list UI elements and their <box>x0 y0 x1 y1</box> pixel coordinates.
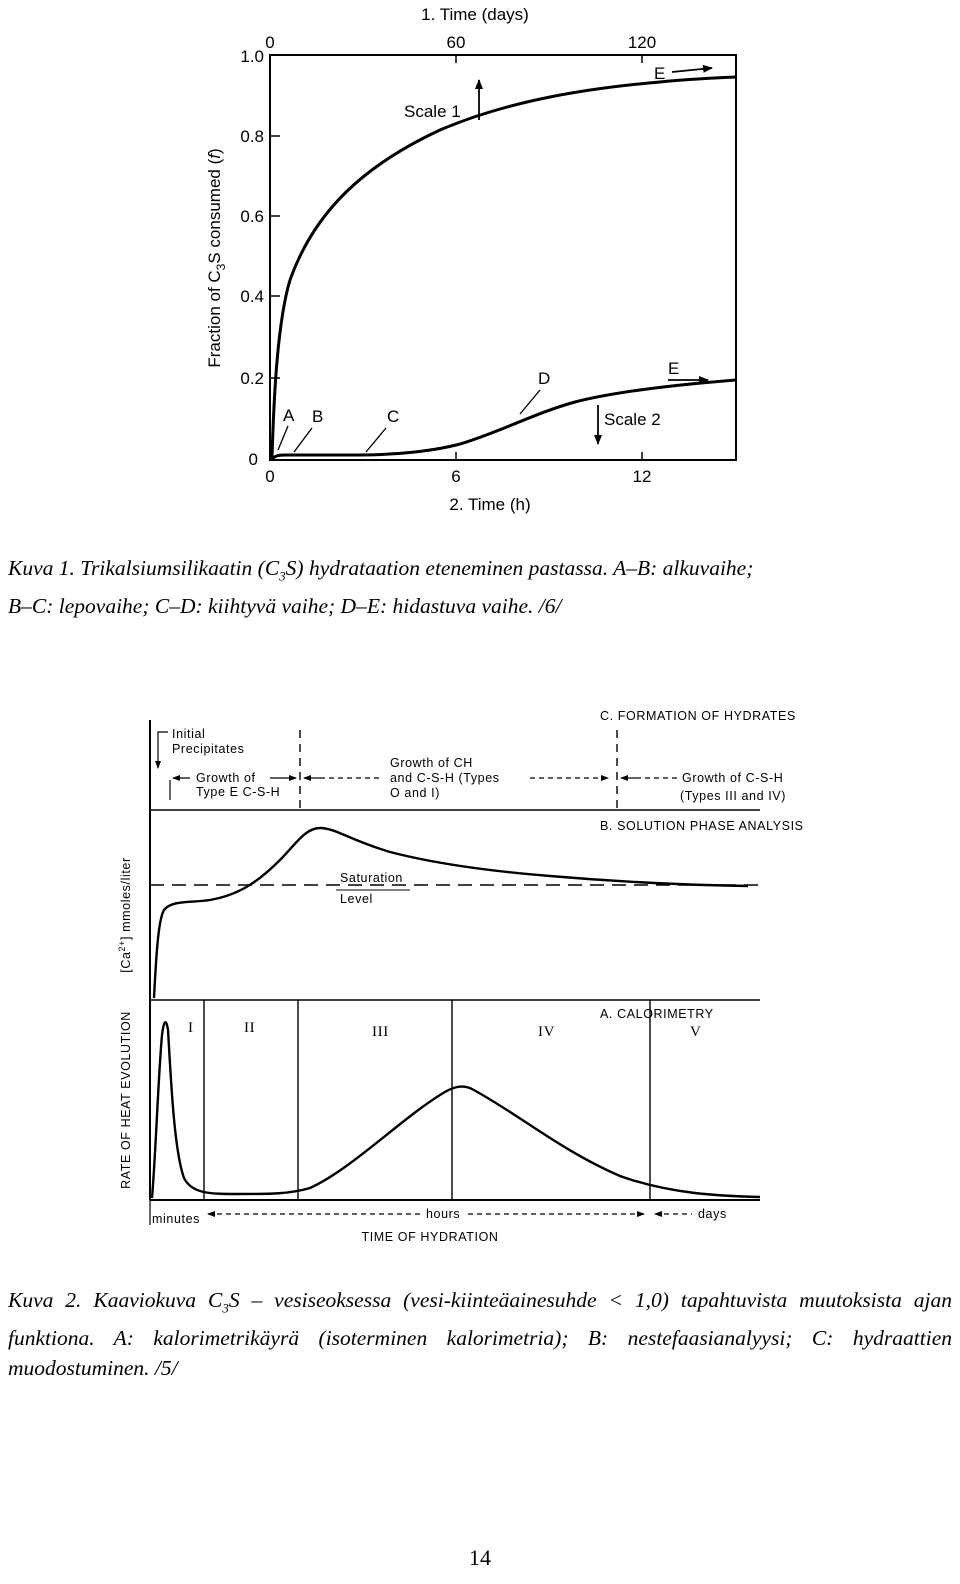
label-d: D <box>538 369 551 388</box>
section-a-label: A. CALORIMETRY <box>600 1007 714 1021</box>
label-e-top: E <box>654 64 666 83</box>
stage-label: II <box>244 1020 256 1036</box>
x-label-hours: hours <box>426 1207 461 1221</box>
plot-frame <box>270 55 736 460</box>
y-label-heat: RATE OF HEAT EVOLUTION <box>119 1011 133 1189</box>
figure-1-hydration-progress <box>190 0 770 530</box>
growth-type-e-label-2: Type E C-S-H <box>196 785 281 799</box>
curve-scale-1 <box>272 77 736 458</box>
initial-precipitates-label-2: Precipitates <box>172 742 245 756</box>
x-axis-title: TIME OF HYDRATION <box>361 1230 499 1244</box>
stage-label: IV <box>538 1024 556 1040</box>
e-top-arrow <box>672 68 712 72</box>
heat-evolution-curve <box>152 1022 760 1198</box>
y-tick-label: 0.4 <box>240 287 264 306</box>
label-c: C <box>387 407 400 426</box>
top-axis-title: 1. Time (days) <box>421 5 529 24</box>
top-tick-label: 120 <box>627 33 657 52</box>
x-label-minutes: minutes <box>152 1212 200 1226</box>
bottom-axis-title: 2. Time (h) <box>449 495 531 514</box>
growth-type-e-label: Growth of <box>196 771 256 785</box>
top-axis-ticks <box>265 33 656 63</box>
saturation-label-2: Level <box>340 892 373 906</box>
section-b-label: B. SOLUTION PHASE ANALYSIS <box>600 819 804 833</box>
top-tick-label: 0 <box>265 33 275 52</box>
curve-scale-2 <box>272 380 736 460</box>
scale-2-label: Scale 2 <box>604 410 661 429</box>
y-axis-title: Fraction of $C_3S$ consumed (f) <box>205 148 228 368</box>
y-tick-label: 0.2 <box>240 369 264 388</box>
bottom-tick-label: 12 <box>632 467 652 486</box>
label-b: B <box>312 407 324 426</box>
y-tick-label: 1.0 <box>240 47 264 66</box>
stage-labels <box>188 1020 701 1040</box>
saturation-label: Saturation <box>340 871 403 885</box>
top-tick-label: 60 <box>446 33 466 52</box>
bottom-tick-label: 6 <box>451 467 461 486</box>
initial-precipitates-label: Initial <box>172 727 206 741</box>
label-a: A <box>283 406 295 425</box>
y-tick-label: 0.6 <box>240 207 264 226</box>
figure-2-caption: Kuva 2. Kaaviokuva $C_3S$ – vesiseoksessa (vesi-kiinteäainesuhde < 1,0) tapahtuvista muutoksista ajan funktiona. A: kalorimetrikäyrä (isoterminen kalorimetria); B: nestefaasianalyysi; C: hydraattien muodostuminen. /5/ <box>8 1288 952 1381</box>
growth-ch-label-2: and C-S-H (Types <box>390 771 500 785</box>
growth-csh-label-2: (Types III and IV) <box>680 789 786 803</box>
label-e-bottom: E <box>668 359 680 378</box>
stage-label: V <box>690 1024 702 1040</box>
bottom-axis-ticks <box>265 452 651 486</box>
stage-label: III <box>372 1024 389 1040</box>
figure-1-caption: Kuva 1. Trikalsiumsilikaatin $(C_3S)$ hydrataation eteneminen pastassa. A–B: alkuvaihe; B–C: lepovaihe; C–D: kiihtyvä vaihe; D–E: hidastuva vaihe. /6/ <box>8 556 754 619</box>
page-number: 14 <box>469 1545 491 1570</box>
growth-ch-label: Growth of CH <box>390 756 473 770</box>
section-c-label: C. FORMATION OF HYDRATES <box>600 709 796 723</box>
scale-1-label: Scale 1 <box>404 102 461 121</box>
ca-concentration-curve <box>154 828 748 998</box>
y-tick-label: 0.8 <box>240 127 264 146</box>
y-label-calcium: $[Ca^{2+}]$ mmoles/liter <box>117 857 133 973</box>
growth-ch-label-3: O and I) <box>390 786 440 800</box>
stage-label: I <box>188 1020 194 1036</box>
y-tick-label: 0 <box>248 450 258 469</box>
figure-2-c3s-schematic <box>100 700 860 1260</box>
bottom-tick-label: 0 <box>265 467 275 486</box>
growth-csh-label: Growth of C-S-H <box>682 771 784 785</box>
x-label-days: days <box>698 1207 727 1221</box>
